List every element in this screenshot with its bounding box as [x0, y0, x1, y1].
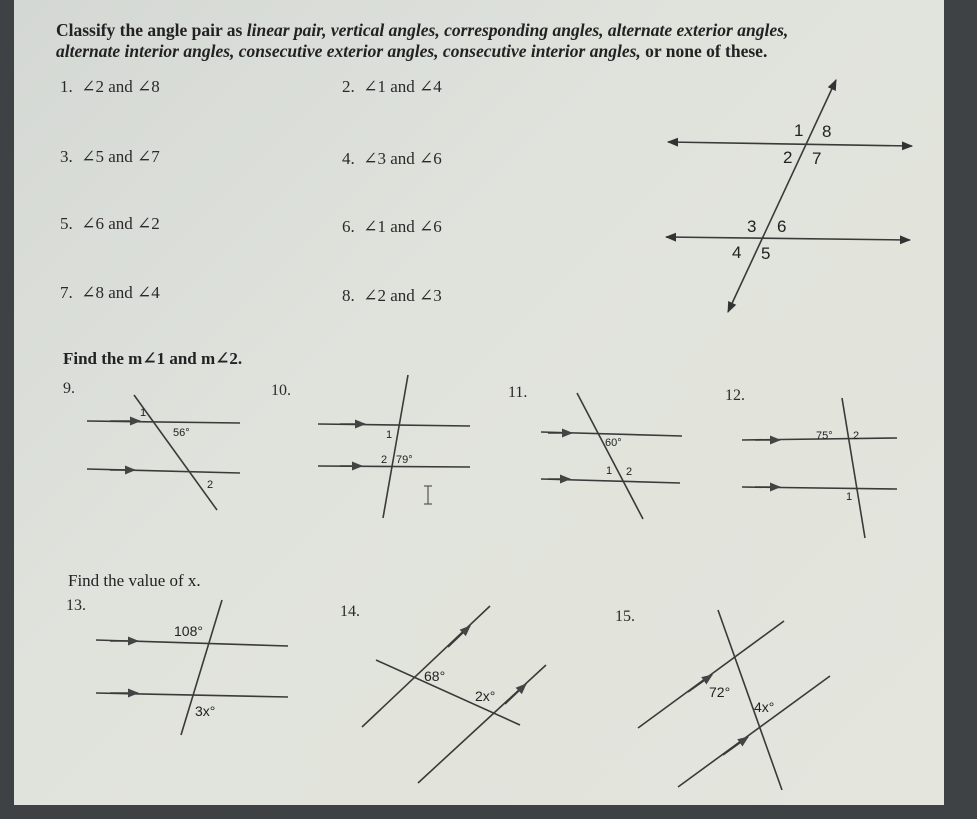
problem-9-number: 9. — [63, 380, 75, 397]
p12-angle-1: 1 — [846, 491, 853, 503]
main-angle-7: 7 — [812, 149, 822, 168]
problem-15-number: 15. — [615, 608, 635, 625]
p9-angle-1: 1 — [140, 407, 147, 419]
p15-expr: 4x° — [754, 699, 775, 715]
problem-10-figure — [318, 375, 470, 518]
find-angles-header: Find the m∠1 and m∠2. — [63, 349, 243, 368]
question-4: 4. ∠3 and ∠6 — [342, 149, 442, 168]
question-3: 3. ∠5 and ∠7 — [60, 147, 160, 166]
p11-given: 60° — [605, 437, 622, 449]
problem-9-figure — [87, 395, 240, 510]
problem-11-number: 11. — [508, 384, 528, 401]
p13-expr: 3x° — [195, 703, 216, 719]
problem-labels — [140, 407, 859, 503]
p9-transversal — [134, 395, 217, 510]
main-angle-3: 3 — [747, 217, 757, 236]
main-parallel-line-top — [668, 142, 912, 146]
question-5: 5. ∠6 and ∠2 — [60, 214, 160, 233]
p12-given: 75° — [816, 430, 833, 442]
p9-line-top — [87, 421, 240, 423]
p11-angle-2: 2 — [626, 466, 633, 478]
main-angle-4: 4 — [732, 243, 742, 262]
p10-angle-2: 2 — [381, 454, 388, 466]
p12-angle-2: 2 — [853, 430, 860, 442]
p14-line-left — [362, 606, 490, 727]
problem-13-number: 13. — [66, 597, 86, 614]
p11-angle-1: 1 — [606, 465, 613, 477]
main-angle-8: 8 — [822, 122, 832, 141]
find-x-header: Find the value of x. — [68, 571, 201, 590]
question-7: 7. ∠8 and ∠4 — [60, 283, 160, 302]
main-angle-5: 5 — [761, 244, 771, 263]
problem-11-figure — [541, 393, 682, 519]
p14-expr: 2x° — [475, 688, 496, 704]
p15-given: 72° — [709, 684, 731, 700]
p10-angle-1: 1 — [386, 429, 393, 441]
p9-given: 56° — [173, 427, 190, 439]
main-parallel-line-bottom — [666, 237, 910, 240]
p15-line-lower — [678, 676, 830, 787]
p11-transversal — [577, 393, 643, 519]
problem-14-number: 14. — [340, 603, 360, 620]
main-angle-2: 2 — [783, 148, 793, 167]
main-figure — [666, 80, 912, 312]
question-6: 6. ∠1 and ∠6 — [342, 217, 442, 236]
main-angle-1: 1 — [794, 121, 804, 140]
p9-angle-2: 2 — [207, 479, 214, 491]
problem-12-number: 12. — [725, 387, 745, 404]
question-1: 1. ∠2 and ∠8 — [60, 77, 160, 96]
question-8: 8. ∠2 and ∠3 — [342, 286, 442, 305]
problem-12-figure — [742, 398, 897, 538]
main-transversal — [728, 80, 836, 312]
instructions-line-2: alternate interior angles, consecutive exterior angles, consecutive interior angles, or none of these. — [56, 41, 768, 61]
p13-given: 108° — [174, 623, 203, 639]
p9-line-bottom — [87, 469, 240, 473]
problem-10-number: 10. — [271, 382, 291, 399]
p14-given: 68° — [424, 668, 446, 684]
question-2: 2. ∠1 and ∠4 — [342, 77, 442, 96]
main-figure-labels — [732, 121, 831, 263]
main-angle-6: 6 — [777, 217, 787, 236]
problem-15-figure — [638, 610, 830, 790]
instructions-line-1: Classify the angle pair as linear pair, vertical angles, corresponding angles, alternate exterior angles, — [56, 20, 789, 40]
problem-13-figure — [96, 600, 288, 735]
p12-transversal — [842, 398, 865, 538]
p10-transversal — [383, 375, 408, 518]
problem-14-figure — [362, 606, 546, 783]
p10-given: 79° — [396, 454, 413, 466]
